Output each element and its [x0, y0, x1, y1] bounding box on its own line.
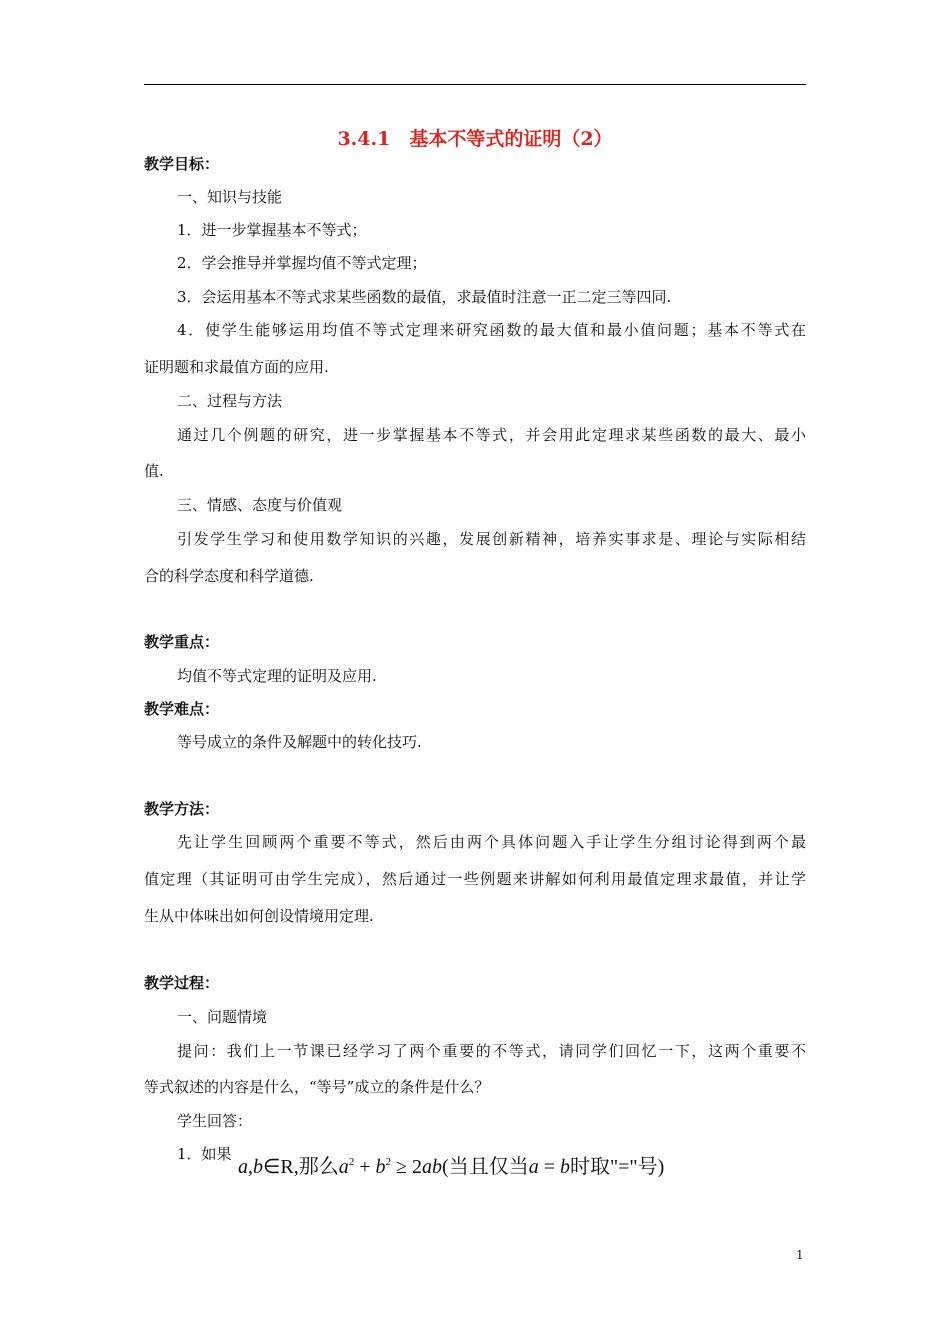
page-title: 3.4.1 基本不等式的证明（2）	[337, 128, 613, 150]
method-line3: 生从中体味出如何创设情境用定理.	[144, 907, 374, 925]
equals: =	[538, 1156, 560, 1178]
key-point-heading: 教学重点：	[144, 633, 220, 651]
objective-3: 3．会运用基本不等式求某些函数的最值，求最值时注意一正二定三等四同.	[177, 288, 672, 306]
objective-1: 1．进一步掌握基本不等式；	[177, 221, 367, 239]
question-line1: 提问：我们上一节课已经学习了两个重要的不等式，请同学们回忆一下，这两个重要不	[177, 1042, 806, 1060]
method-line2: 值定理（其证明可由学生完成），然后通过一些例题来讲解如何利用最值定理求最值，并让学	[144, 870, 806, 888]
item-1-label: 1．如果	[177, 1145, 232, 1163]
cond-var-a: a	[528, 1156, 539, 1178]
cond-var-b: b	[559, 1156, 570, 1178]
objective-4-line2: 证明题和求最值方面的应用.	[144, 358, 329, 376]
var-a: a	[238, 1156, 248, 1178]
element-of: ∈	[263, 1156, 281, 1178]
comma: ,	[248, 1156, 253, 1178]
process-method-line2: 值.	[144, 462, 164, 480]
key-point-text: 均值不等式定理的证明及应用.	[177, 667, 377, 685]
objective-4-line1: 4．使学生能够运用均值不等式定理来研究函数的最大值和最小值问题；基本不等式在	[177, 321, 806, 339]
section-process-method: 二、过程与方法	[177, 392, 283, 410]
student-answer-label: 学生回答：	[177, 1112, 253, 1130]
difficulty-heading: 教学难点：	[144, 700, 220, 718]
question-line2: 等式叙述的内容是什么，“等号”成立的条件是什么？	[144, 1078, 490, 1096]
objective-2: 2．学会推导并掌握均值不等式定理；	[177, 254, 427, 272]
var-ab: ab	[422, 1156, 443, 1178]
page-number: 1	[796, 1248, 804, 1262]
condition-open: (当且仅当	[442, 1156, 529, 1178]
header-rule	[144, 84, 806, 85]
process-heading: 教学过程：	[144, 974, 220, 992]
inequality-formula	[238, 1150, 758, 1179]
exponent-2b: 2	[385, 1156, 392, 1168]
process-method-line1: 通过几个例题的研究，进一步掌握基本不等式，并会用此定理求某些函数的最大、最小	[177, 426, 806, 444]
plus: +	[354, 1156, 376, 1178]
exponent-2a: 2	[348, 1156, 355, 1168]
attitude-line2: 合的科学态度和科学道德.	[144, 567, 314, 585]
method-heading: 教学方法：	[144, 800, 220, 818]
objectives-heading: 教学目标：	[144, 155, 220, 173]
method-line1: 先让学生回顾两个重要不等式，然后由两个具体问题入手让学生分组讨论得到两个最	[177, 833, 806, 851]
section-problem-context: 一、问题情境	[177, 1008, 268, 1026]
difficulty-text: 等号成立的条件及解题中的转化技巧.	[177, 733, 422, 751]
geq-2: ≥ 2	[391, 1156, 423, 1178]
var-b-square: b	[375, 1156, 386, 1178]
attitude-line1: 引发学生学习和使用数学知识的兴趣，发展创新精神，培养实事求是、理论与实际相结	[177, 530, 806, 548]
section-attitude: 三、情感、态度与价值观	[177, 496, 343, 514]
set-r: R	[280, 1156, 294, 1178]
condition-tail: 时取"="号)	[569, 1156, 665, 1178]
var-a-square: a	[338, 1156, 349, 1178]
then-text: ,那么	[293, 1156, 339, 1178]
section-knowledge: 一、知识与技能	[177, 188, 283, 206]
var-b: b	[253, 1156, 263, 1178]
